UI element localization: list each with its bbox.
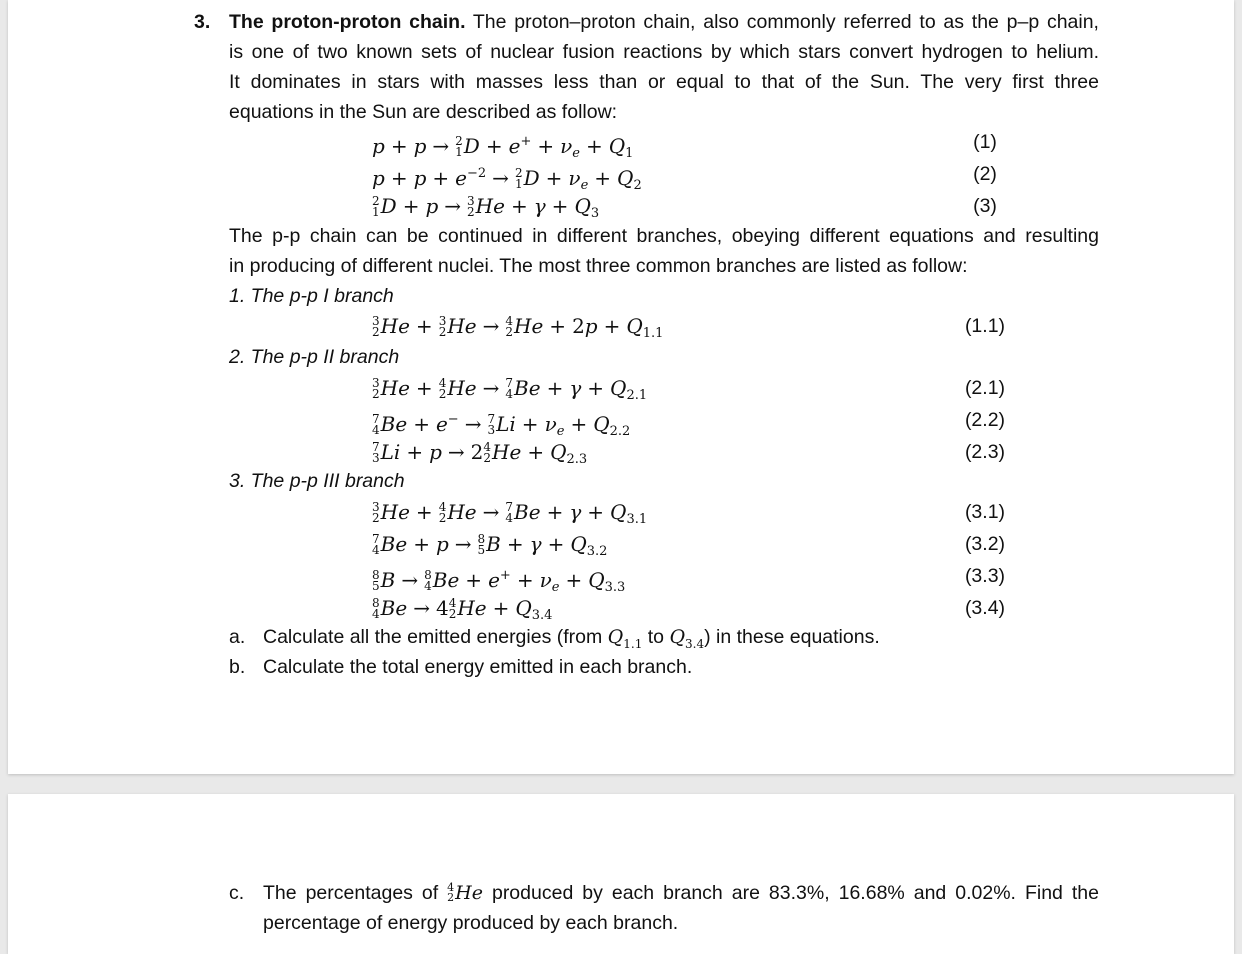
equation-2-1: 3 2 He + 4 2 He → 7 4 $Be + \gamma + Q_{2.1}$ <box>372 375 648 403</box>
equation-number-2-1: (2.1) <box>964 377 1006 399</box>
equation-number-3-3: (3.3) <box>964 565 1006 587</box>
branch-1-title: 1. The p-p I branch <box>229 285 394 307</box>
equation-1: p + p → 2 1 $D + e^+ + \nu_e + Q_1$ <box>372 133 634 161</box>
branch-3-title: 3. The p-p III branch <box>229 470 405 492</box>
intro-line-3: It dominates in stars with masses less than or equal to that of the Sun. The very first three <box>229 71 1099 93</box>
equation-3-4: 8 4 Be → 4 4 2 $He + Q_{3.4}$ <box>372 595 553 623</box>
equation-number-1-1: (1.1) <box>964 315 1006 337</box>
question-title: The proton-proton chain. <box>229 11 466 33</box>
task-a: a. Calculate all the emitted energies (from $Q_{1.1}$ to $Q_{3.4}$) in these equations. <box>229 626 880 651</box>
continued-line-1: The p-p chain can be continued in different branches, obeying different equations and resulting <box>229 225 1099 247</box>
intro-line-4: equations in the Sun are described as follow: <box>229 101 618 123</box>
branch-2-title: 2. The p-p II branch <box>229 346 400 368</box>
question-number: 3. <box>194 11 211 33</box>
task-c: c. The percentages of 4 2 He produced by each branch are 83.3%, 16.68% and 0.02%. Find the <box>229 881 1099 904</box>
equation-number-3-1: (3.1) <box>964 501 1006 523</box>
equation-number-3-4: (3.4) <box>964 597 1006 619</box>
equation-2: $p + p + e^{-2}$ → 2 1 $D + \nu_e + Q_2$ <box>372 165 642 193</box>
equation-1-1: 3 2 He + 3 2 He → 4 2 $He + 2p + Q_{1.1}$ <box>372 313 664 341</box>
intro-line-2: is one of two known sets of nuclear fusion reactions by which stars convert hydrogen to helium. <box>229 41 1099 63</box>
equation-2-2: 7 4 Be + e− → 7 3 $Li + \nu_e + Q_{2.2}$ <box>372 411 631 439</box>
intro-line-1: The proton-proton chain. The proton–proton chain, also commonly referred to as the p–p chain, <box>229 11 1099 33</box>
equation-number-2: (2) <box>973 163 997 185</box>
equation-3: 2 1 D + p → 3 2 $He + \gamma + Q_3$ <box>372 193 600 221</box>
equation-number-2-3: (2.3) <box>964 441 1006 463</box>
task-c-line-2: percentage of energy produced by each branch. <box>263 912 679 934</box>
equation-3-3: 8 5 B → 8 4 $Be + e^+ + \nu_e + Q_{3.3}$ <box>372 567 626 595</box>
equation-3-1: 3 2 He + 4 2 He → 7 4 $Be + \gamma + Q_{3.1}$ <box>372 499 648 527</box>
equation-number-3-2: (3.2) <box>964 533 1006 555</box>
equation-2-3: 7 3 Li + p → 2 4 2 $He + Q_{2.3}$ <box>372 439 588 467</box>
task-b: b. Calculate the total energy emitted in each branch. <box>229 656 693 678</box>
continued-line-2: in producing of different nuclei. The most three common branches are listed as follow: <box>229 255 968 277</box>
equation-number-3: (3) <box>973 195 997 217</box>
equation-3-2: 7 4 Be + p → 8 5 $B + \gamma + Q_{3.2}$ <box>372 531 608 559</box>
equation-number-1: (1) <box>973 131 997 153</box>
equation-number-2-2: (2.2) <box>964 409 1006 431</box>
